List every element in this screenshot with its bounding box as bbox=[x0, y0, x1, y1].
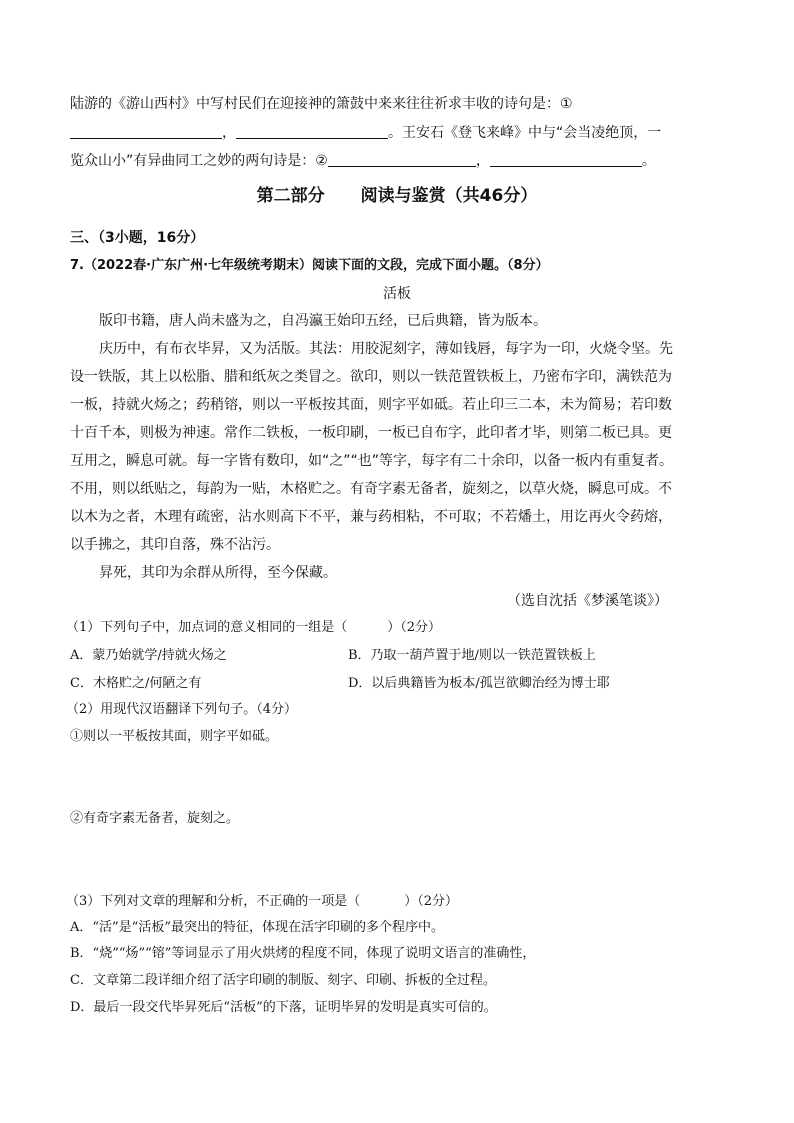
subquestion-3-stem: （3）下列对文章的理解和分析，不正确的一项是（ ）（2分） bbox=[66, 894, 459, 909]
answer-blank-3[interactable] bbox=[328, 152, 476, 167]
passage-line: 一板，持就火炀之；药稍镕，则以一平板按其面，则字平如砥。若止印三二本，未为简易；若印数 bbox=[70, 397, 672, 413]
question-7-header: 7.（2022春·广东广州·七年级统考期末）阅读下面的文段，完成下面小题。（8分） bbox=[70, 258, 549, 273]
option-b: B．乃取一葫芦置于地/则以一铁范置铁板上 bbox=[348, 648, 596, 663]
prev-question-line3: 览众山小”有异曲同工之妙的两句诗是：② ， 。 bbox=[70, 153, 656, 169]
section-heading: 三、（3小题，16分） bbox=[70, 230, 205, 246]
passage-line: 不用，则以纸贴之，每韵为一贴，木格贮之。有奇字素无备者，旋刻之，以草火烧，瞬息可成。不 bbox=[70, 481, 672, 497]
passage-line: 互用之，瞬息可就。每一字皆有数印，如“之”“也”等字，每字有二十余印，以备一板内有重复者。 bbox=[70, 453, 674, 469]
translation-item-1: ①则以一平板按其面，则字平如砥。 bbox=[70, 729, 279, 744]
passage-line: 十百千本，则极为神速。常作二铁板，一板印刷，一板已自布字，此印者才毕，则第二板已具。更 bbox=[70, 425, 672, 441]
option-d: D．以后典籍皆为板本/孤岂欲卿治经为博士耶 bbox=[348, 676, 610, 691]
option-b: B．“烧”“炀”“镕”等词显示了用火烘烤的程度不同，体现了说明文语言的准确性， bbox=[70, 946, 536, 961]
passage-line: 庆历中，有布衣毕昇，又为活版。其法：用胶泥刻字，薄如钱唇，每字为一印，火烧令坚。先 bbox=[99, 341, 673, 357]
part-title: 阅读与鉴赏（共46分） bbox=[360, 186, 538, 206]
answer-blank-4[interactable] bbox=[490, 152, 642, 167]
part-heading bbox=[0, 184, 794, 208]
passage-line: 昇死，其印为余群从所得，至今保藏。 bbox=[99, 565, 337, 581]
passage-line: 以木为之者，木理有疏密，沾水则高下不平，兼与药相粘，不可取；不若燔土，用讫再火令药熔， bbox=[70, 509, 672, 525]
passage-line: 以手拂之，其印自落，殊不沾污。 bbox=[70, 537, 280, 553]
subquestion-1-stem: （1）下列句子中，加点词的意义相同的一组是（ ）（2分） bbox=[66, 620, 442, 635]
answer-blank-1[interactable] bbox=[70, 124, 222, 139]
prev-question-line2: ， 。王安石《登飞来峰》中与“会当凌绝顶，一 bbox=[70, 123, 661, 143]
option-a: A．“活”是“活板”最突出的特征，体现在活字印刷的多个程序中。 bbox=[70, 920, 444, 935]
passage-title: 活板 bbox=[383, 286, 411, 302]
part-label: 第二部分 bbox=[256, 186, 325, 206]
option-c: C．木格贮之/何陋之有 bbox=[70, 676, 202, 691]
passage-line: 设一铁版，其上以松脂、腊和纸灰之类冒之。欲印，则以一铁范置铁板上，乃密布字印，满铁范为 bbox=[70, 369, 672, 385]
translation-item-2: ②有奇字素无备者，旋刻之。 bbox=[70, 811, 240, 826]
passage-line: 版印书籍，唐人尚未盛为之，自冯瀛王始印五经，已后典籍，皆为版本。 bbox=[99, 313, 547, 329]
answer-blank-2[interactable] bbox=[236, 124, 388, 139]
option-c: C．文章第二段详细介绍了活字印刷的制版、刻字、印刷、拆板的全过程。 bbox=[70, 973, 496, 988]
option-a: A．蒙乃始就学/持就火炀之 bbox=[70, 648, 227, 663]
passage-source: （选自沈括《梦溪笔谈》） bbox=[507, 593, 668, 609]
prev-question-line1: 陆游的《游山西村》中写村民们在迎接神的箫鼓中来来往往祈求丰收的诗句是：① bbox=[70, 96, 573, 112]
option-d: D．最后一段交代毕昇死后“活板”的下落，证明毕昇的发明是真实可信的。 bbox=[70, 1000, 497, 1015]
subquestion-2-stem: （2）用现代汉语翻译下列句子。（4分） bbox=[66, 702, 298, 717]
